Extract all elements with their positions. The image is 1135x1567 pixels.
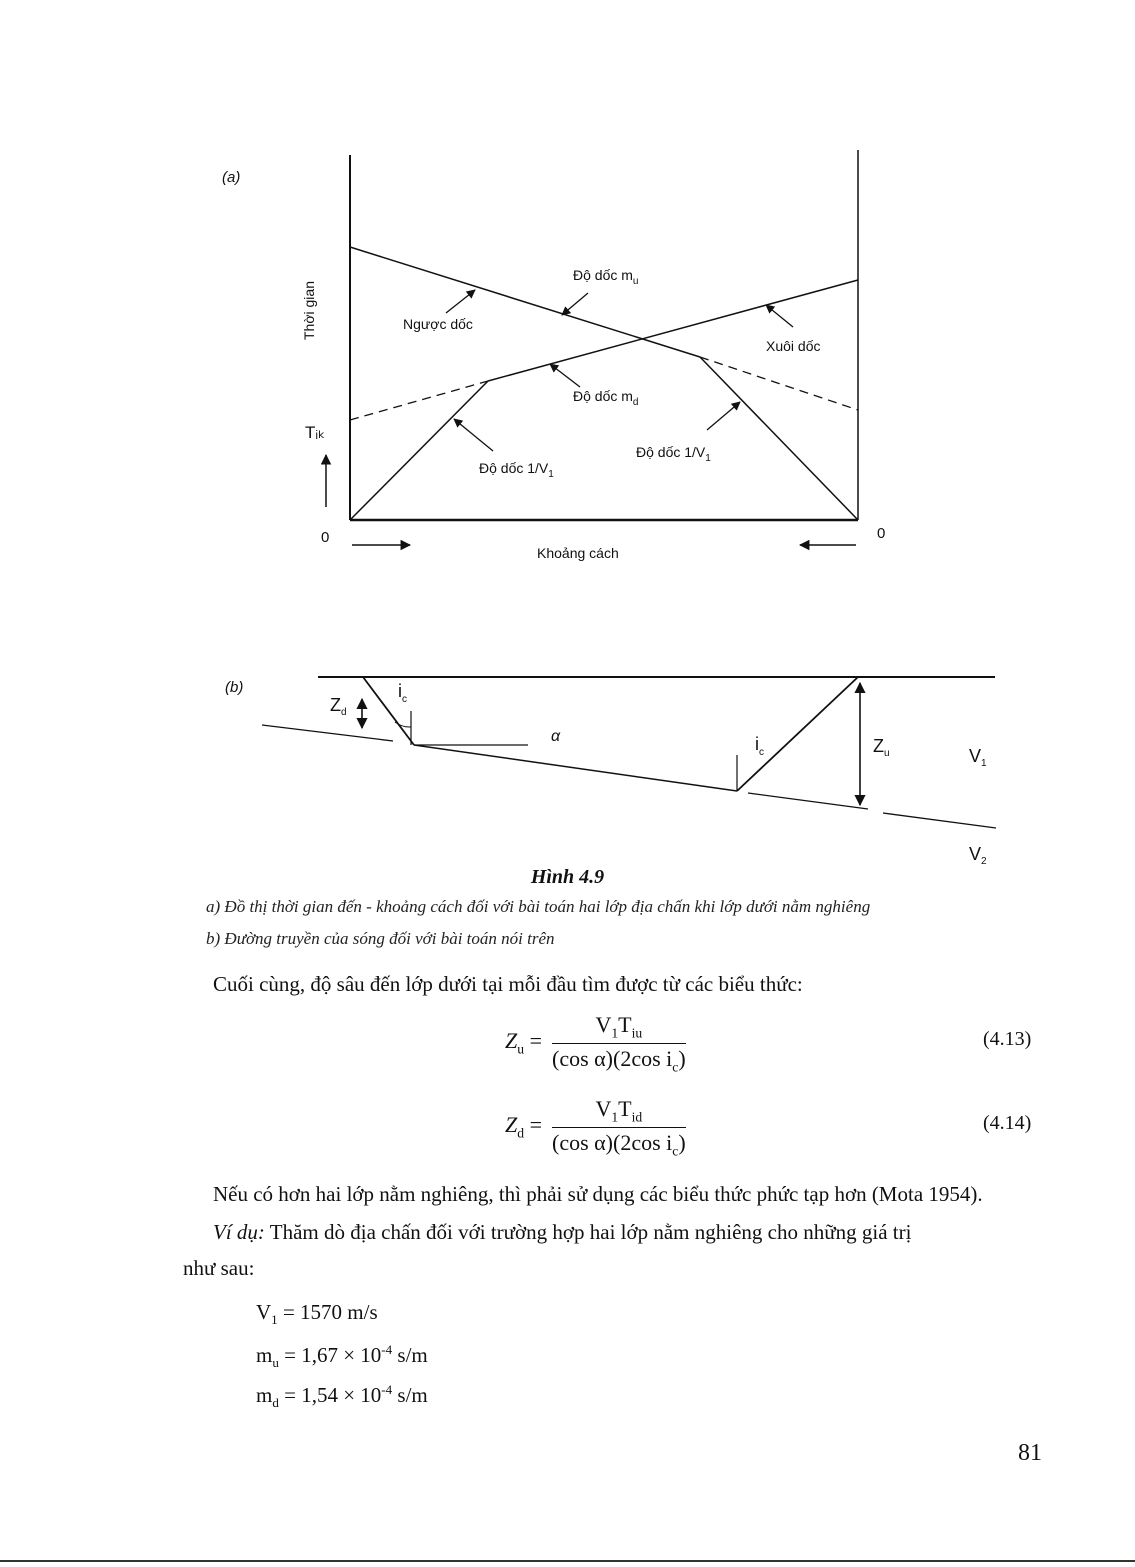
panel-b-label: (b): [225, 679, 244, 696]
label-ic-left: $i_c$: [398, 681, 407, 705]
equation-4-14-lhs: $Z_d$ =: [505, 1112, 542, 1141]
y-axis-label: Thời gian: [301, 281, 317, 340]
arrow-to-v1-left: [454, 419, 493, 451]
origin-right: 0: [877, 525, 886, 542]
interface-right: [748, 793, 868, 809]
tick-label-tik: Tᵢₖ: [305, 423, 326, 442]
value-md: $m_d = 1,54 \times 10^{-4}$ s/m: [256, 1382, 428, 1411]
label-zu: $Z_u$: [873, 736, 890, 759]
page-number: 81: [1018, 1440, 1042, 1466]
label-updip: Ngược dốc: [403, 316, 473, 332]
example-label: Ví dụ:: [213, 1220, 265, 1244]
downdip-dashed-extension: [350, 381, 488, 420]
equation-4-13-number: (4.13): [983, 1028, 1032, 1050]
value-mu: $m_u = 1,67 \times 10^{-4}$ s/m: [256, 1342, 428, 1371]
panel-a: [222, 150, 885, 561]
intro-paragraph: Cuối cùng, độ sâu đến lớp dưới tại mỗi đầu tìm được từ các biểu thức:: [213, 972, 803, 996]
updip-travel-time-line: [350, 247, 700, 357]
ray-down-left: [363, 677, 414, 745]
direct-wave-right: [700, 357, 858, 520]
panel-a-label: (a): [222, 169, 241, 186]
equation-4-13-fraction: $V_1T_{iu}$ (cos α)(2cos $i_c$): [552, 1012, 686, 1075]
value-v1: $V_1 = 1570$ m/s: [256, 1300, 378, 1328]
arrow-to-v1-right: [707, 402, 740, 430]
label-slope-v1-left: Độ dốc $1/V_1$: [479, 460, 554, 480]
equation-4-14-fraction: $V_1T_{id}$ (cos α)(2cos $i_c$): [552, 1096, 686, 1159]
label-v1: $V_1$: [969, 746, 987, 769]
downdip-travel-time-line: [488, 280, 858, 381]
interface-ray-segment: [414, 745, 737, 791]
label-downdip: Xuôi dốc: [766, 338, 821, 354]
interface-left: [262, 725, 393, 741]
origin-left: 0: [321, 529, 330, 546]
label-zd: $Z_d$: [330, 695, 347, 718]
arrow-to-mu: [562, 293, 588, 315]
equation-4-13-lhs: $Z_u$ =: [505, 1028, 542, 1057]
arrow-to-updip: [446, 290, 475, 313]
figure-caption-a: a) Đồ thị thời gian đến - khoảng cách đối với bài toán hai lớp địa chấn khi lớp dưới nằm nghiêng: [206, 897, 871, 916]
label-ic-right: $i_c$: [755, 734, 764, 758]
example-line-2: như sau:: [183, 1256, 255, 1280]
x-axis-label: Khoảng cách: [537, 545, 619, 561]
label-slope-v1-right: Độ dốc $1/V_1$: [636, 444, 711, 464]
figure-caption-title: Hình 4.9: [530, 866, 605, 888]
updip-dashed-extension: [700, 357, 858, 410]
direct-wave-left: [350, 381, 488, 520]
label-v2: $V_2$: [969, 844, 987, 867]
bottom-rule: [0, 1560, 1135, 1562]
equation-4-14-number: (4.14): [983, 1112, 1032, 1134]
label-alpha: α: [551, 728, 561, 745]
example-paragraph: [213, 1220, 1043, 1245]
arrow-to-downdip: [766, 305, 793, 327]
label-slope-mu: Độ dốc $m_u$: [573, 267, 639, 287]
figure-caption-b: b) Đường truyền của sóng đối với bài toán nói trên: [206, 929, 555, 948]
label-slope-md: Độ dốc $m_d$: [573, 388, 639, 408]
interface-far-right: [883, 813, 996, 828]
example-line-1: Thăm dò địa chấn đối với trường hợp hai lớp nằm nghiêng cho những giá trị: [264, 1220, 912, 1244]
note-paragraph: Nếu có hơn hai lớp nằm nghiêng, thì phải sử dụng các biểu thức phức tạp hơn (Mota 1954).: [213, 1182, 983, 1206]
arrow-to-md: [550, 364, 580, 387]
panel-b: [225, 677, 996, 867]
